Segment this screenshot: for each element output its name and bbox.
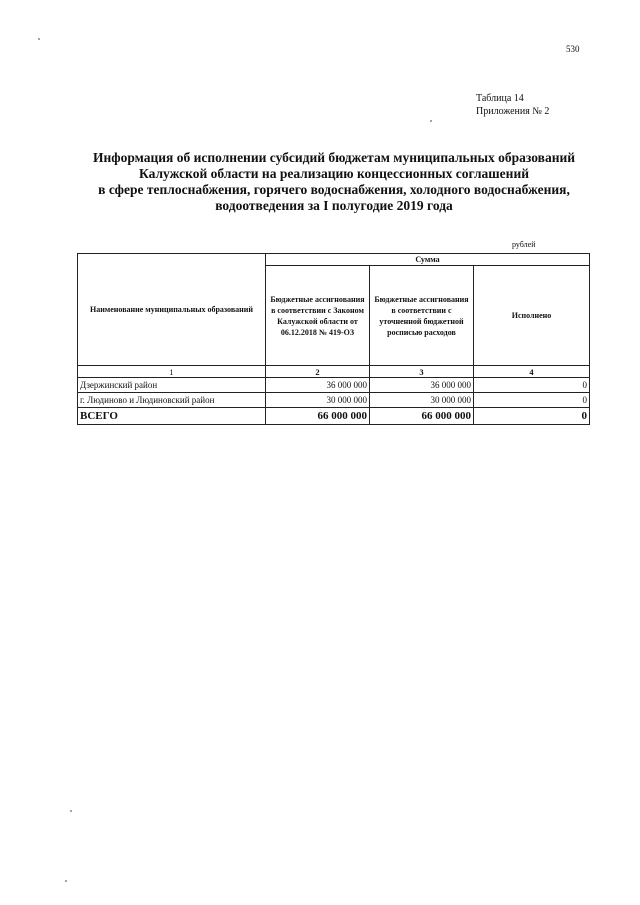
total-refined-allocation: 66 000 000	[370, 408, 474, 425]
law-allocation-value: 36 000 000	[266, 378, 370, 393]
table-reference	[476, 92, 549, 118]
column-index: 2	[266, 366, 370, 378]
scan-speck	[70, 810, 72, 812]
scan-speck	[38, 38, 40, 40]
total-law-allocation: 66 000 000	[266, 408, 370, 425]
municipality-name: Дзержинский район	[78, 378, 266, 393]
title-line: в сфере теплоснабжения, горячего водоснабжения, холодного водоснабжения,	[98, 182, 570, 197]
table-row	[78, 378, 590, 393]
refined-allocation-value: 30 000 000	[370, 393, 474, 408]
executed-value: 0	[474, 378, 590, 393]
page-number: 530	[566, 44, 580, 54]
column-index: 4	[474, 366, 590, 378]
header-sum-group: Сумма	[266, 254, 590, 266]
column-index: 3	[370, 366, 474, 378]
total-executed: 0	[474, 408, 590, 425]
law-allocation-value: 30 000 000	[266, 393, 370, 408]
scan-speck	[65, 880, 67, 882]
executed-value: 0	[474, 393, 590, 408]
title-line: Калужской области на реализацию концессионных соглашений	[138, 166, 529, 181]
table-reference-line: Приложения № 2	[476, 106, 550, 117]
document-title	[60, 150, 608, 214]
scan-speck	[430, 120, 432, 122]
column-index-row	[78, 366, 590, 378]
subsidy-table	[77, 253, 590, 425]
total-label: ВСЕГО	[78, 408, 266, 425]
header-executed: Исполнено	[474, 266, 590, 366]
title-line: Информация об исполнении субсидий бюджетам муниципальных образований	[92, 150, 576, 165]
refined-allocation-value: 36 000 000	[370, 378, 474, 393]
table-row	[78, 393, 590, 408]
header-law-allocations: Бюджетные ассигнования в соответствии с Законом Калужской области от 06.12.2018 № 419-ОЗ	[266, 266, 370, 366]
header-refined-allocations: Бюджетные ассигнования в соответствии с уточненной бюджетной росписью расходов	[370, 266, 474, 366]
municipality-name: г. Людиново и Людиновский район	[78, 393, 266, 408]
header-municipality: Наименование муниципальных образований	[78, 254, 266, 366]
total-row	[78, 408, 590, 425]
column-index: 1	[78, 366, 266, 378]
units-label: рублей	[512, 240, 536, 249]
title-line: водоотведения за I полугодие 2019 года	[215, 198, 453, 213]
table-reference-line: Таблица 14	[476, 93, 524, 104]
